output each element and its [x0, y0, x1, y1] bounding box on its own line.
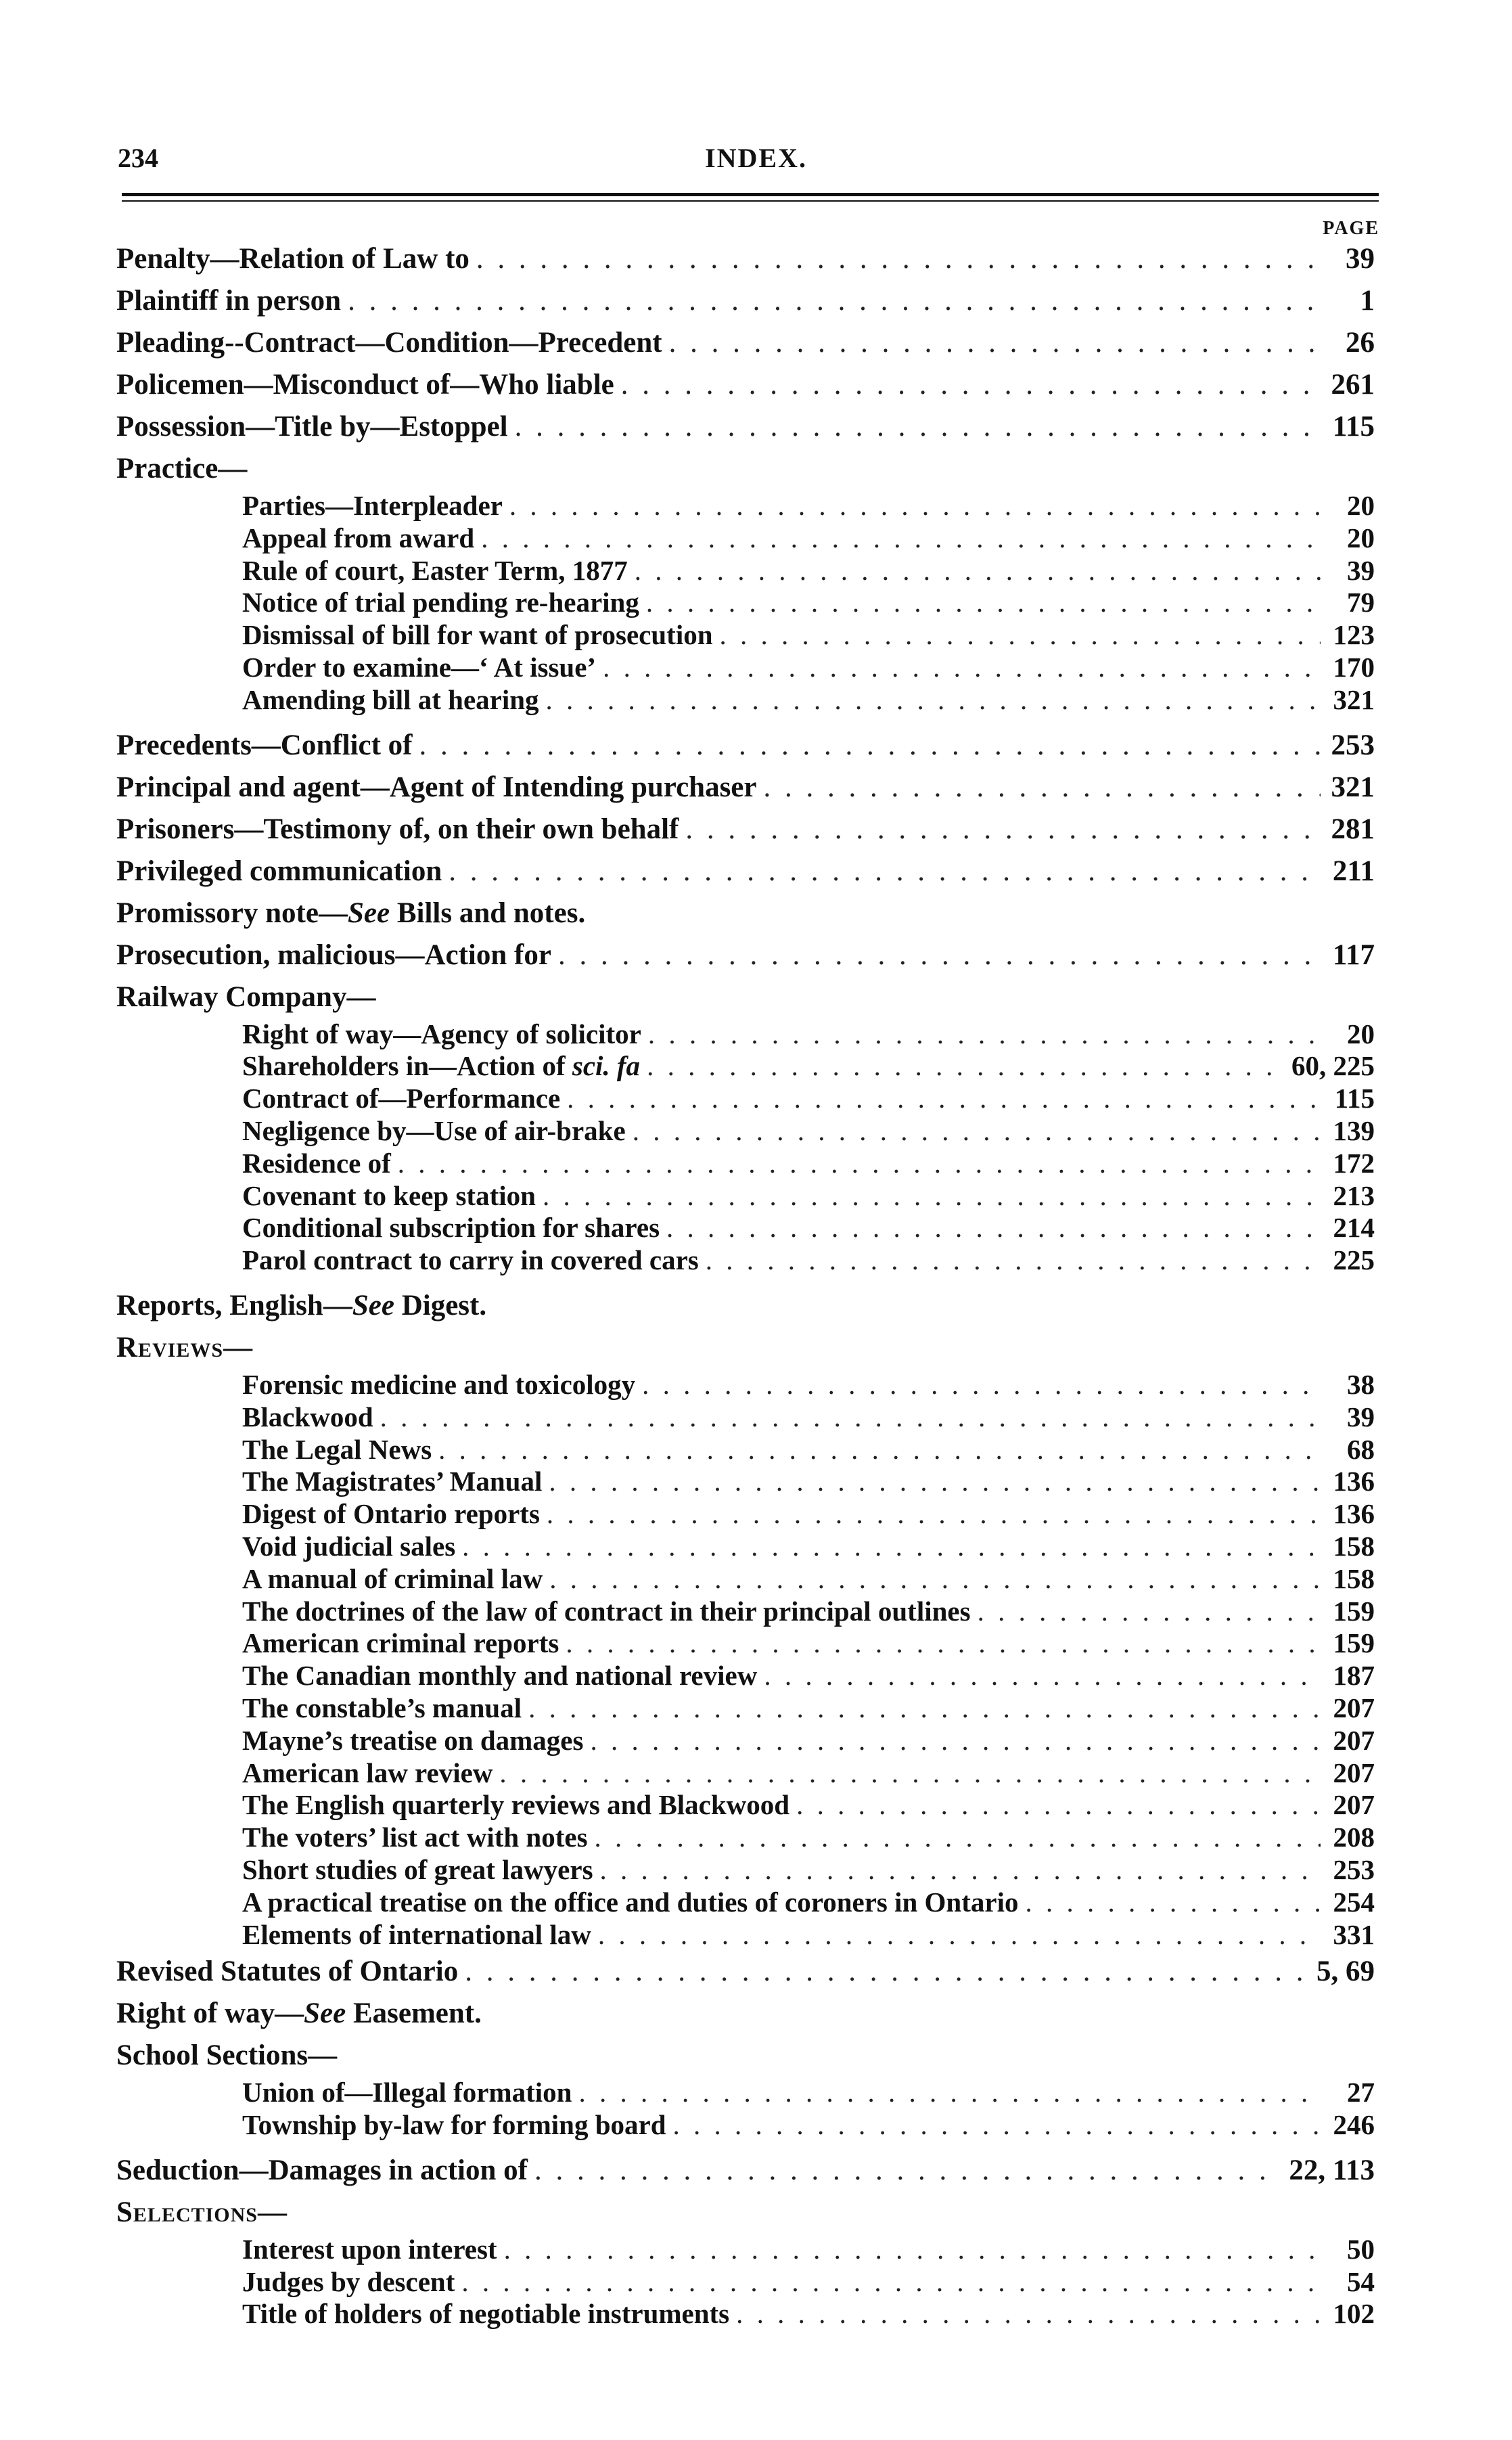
index-heading: School Sections—: [116, 2039, 338, 2072]
index-entry: Prosecution, malicious—Action for . . . 117: [116, 934, 1375, 976]
index-subentry: Conditional subscription for shares . . . 214: [116, 1212, 1375, 1244]
index-subentry: Notice of trial pending re-hearing . . . 79: [116, 587, 1375, 619]
index-subentry: Void judicial sales . . . 158: [116, 1531, 1375, 1563]
index-entry: Pleading--Contract—Condition—Precedent . . . 26: [116, 322, 1375, 364]
index-subentry: The Magistrates’ Manual . . . 136: [116, 1466, 1375, 1498]
index-heading: Railway Company—: [116, 980, 376, 1013]
index-entry: Revised Statutes of Ontario . . . 5, 69: [116, 1951, 1375, 1993]
index-subentry: Short studies of great lawyers . . . 253: [116, 1854, 1375, 1887]
index-subentry: Title of holders of negotiable instruments . . . 102: [116, 2298, 1375, 2330]
index-entry: Privileged communication . . . 211: [116, 851, 1375, 893]
index-entry: Plaintiff in person . . . 1: [116, 280, 1375, 322]
index-subentry: The Legal News . . . 68: [116, 1434, 1375, 1466]
index-subentry: A manual of criminal law . . . 158: [116, 1563, 1375, 1596]
running-head: [118, 142, 1394, 183]
index-heading: Practice—: [116, 453, 248, 484]
index-subentry: Union of—Illegal formation . . . 27: [116, 2077, 1375, 2109]
index-entry: Policemen—Misconduct of—Who liable . . . 261: [116, 364, 1375, 406]
index-entry: Penalty—Relation of Law to . . . 39: [116, 238, 1375, 280]
index-subentry: Parol contract to carry in covered cars . . . 225: [116, 1244, 1375, 1277]
index-heading: Reviews—: [116, 1331, 254, 1363]
index-cross-reference: Right of way—See Easement.: [116, 1997, 482, 2030]
index-subentry: The constable’s manual . . . 207: [116, 1692, 1375, 1725]
page-column-heading: PAGE: [1323, 218, 1379, 239]
header-rule-thick: [122, 193, 1379, 196]
index-subentry: Judges by descent . . . 54: [116, 2266, 1375, 2299]
index-subentry: The doctrines of the law of contract in their principal outlines . . . 159: [116, 1596, 1375, 1628]
index-subentry: The voters’ list act with notes . . . 208: [116, 1822, 1375, 1854]
index-heading: Selections—: [116, 2196, 288, 2228]
index-subentry: Covenant to keep station . . . 213: [116, 1180, 1375, 1213]
index-subentry: Shareholders in—Action of sci. fa . . . 60, 225: [116, 1050, 1375, 1083]
index-cross-reference: Promissory note—See Bills and notes.: [116, 897, 586, 929]
index-subentry: Order to examine—‘ At issue’ . . . 170: [116, 652, 1375, 684]
index-subentry: Rule of court, Easter Term, 1877 . . . 39: [116, 555, 1375, 587]
index-subentry: The Canadian monthly and national review . . . 187: [116, 1660, 1375, 1692]
index-subentry: American law review . . . 207: [116, 1757, 1375, 1790]
index-subentry: Dismissal of bill for want of prosecution . . . 123: [116, 619, 1375, 652]
index-entry: Principal and agent—Agent of Intending purchaser . . . 321: [116, 767, 1375, 809]
index-subentry: Negligence by—Use of air-brake . . . 139: [116, 1115, 1375, 1148]
index-subentry: The English quarterly reviews and Blackwood . . . 207: [116, 1789, 1375, 1822]
index-subentry: Interest upon interest . . . 50: [116, 2234, 1375, 2266]
index-subentry: Amending bill at hearing . . . 321: [116, 684, 1375, 717]
index-subentry: Appeal from award . . . 20: [116, 522, 1375, 555]
page-title: INDEX.: [705, 143, 807, 173]
index-subentry: Township by-law for forming board . . . 246: [116, 2109, 1375, 2142]
index-entries: [116, 238, 1375, 2330]
header-rule-thin: [122, 200, 1379, 202]
index-subentry: Residence of . . . 172: [116, 1148, 1375, 1180]
index-entry: Seduction—Damages in action of . . . 22, 113: [116, 2150, 1375, 2192]
index-subentry: Mayne’s treatise on damages . . . 207: [116, 1725, 1375, 1757]
index-subentry: A practical treatise on the office and duties of coroners in Ontario . . . 254: [116, 1887, 1375, 1919]
index-subentry: Right of way—Agency of solicitor . . . 20: [116, 1018, 1375, 1051]
index-cross-reference: Reports, English—See Digest.: [116, 1289, 487, 1321]
index-entry: Precedents—Conflict of . . . 253: [116, 725, 1375, 767]
index-subentry: American criminal reports . . . 159: [116, 1627, 1375, 1660]
page-number: 234: [118, 143, 158, 173]
index-subentry: Elements of international law . . . 331: [116, 1919, 1375, 1951]
index-subentry: Blackwood . . . 39: [116, 1401, 1375, 1434]
index-subentry: Digest of Ontario reports . . . 136: [116, 1498, 1375, 1531]
index-subentry: Parties—Interpleader . . . 20: [116, 490, 1375, 522]
index-entry: Prisoners—Testimony of, on their own behalf . . . 281: [116, 809, 1375, 851]
index-subentry: Contract of—Performance . . . 115: [116, 1083, 1375, 1115]
index-entry: Possession—Title by—Estoppel . . . 115: [116, 406, 1375, 448]
index-subentry: Forensic medicine and toxicology . . . 38: [116, 1369, 1375, 1401]
